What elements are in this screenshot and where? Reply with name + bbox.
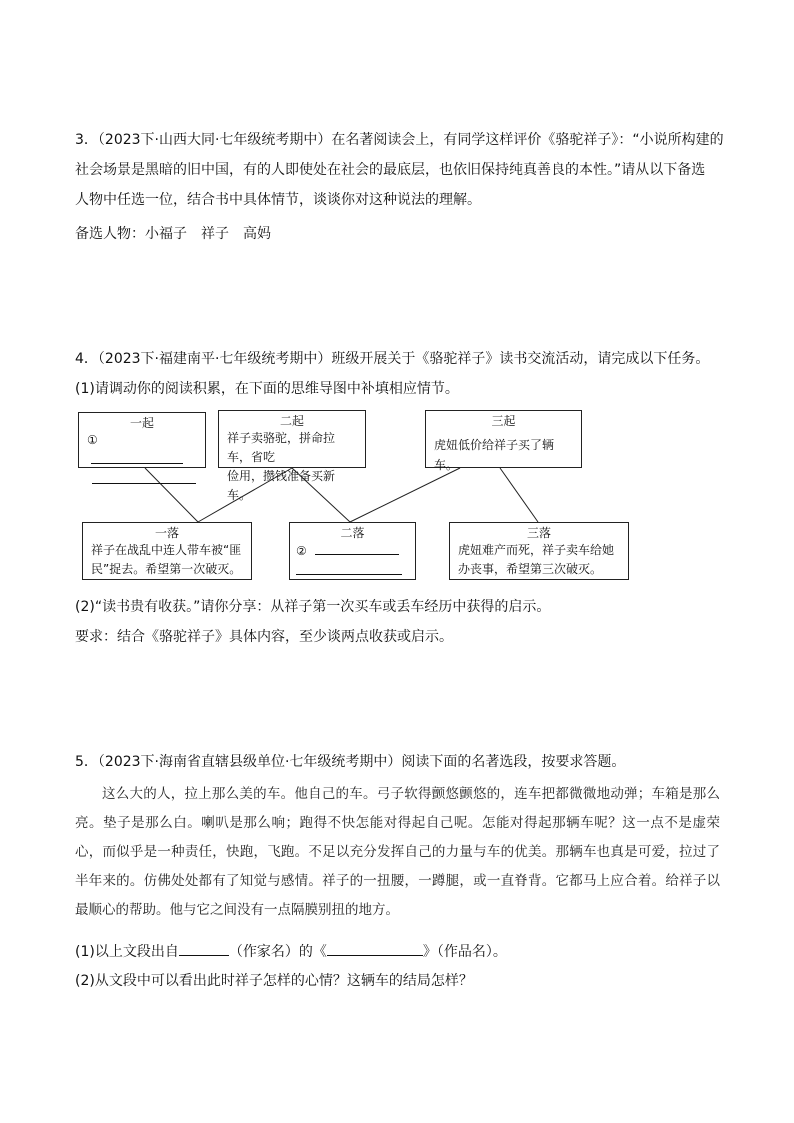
rise-1-marker: ① [87,433,98,447]
q5-question-1 [75,941,507,962]
q5-q1-author-hint: （作家名）的《 [228,944,327,960]
rise-2-text-1: 祥子卖骆驼，拼命拉车，省吃 [227,431,336,464]
mind-map-fall-3 [449,522,629,580]
q5-q1-suffix: 》（作品名）。 [422,944,507,960]
fall-2-blank-1[interactable] [315,541,399,555]
fall-3-text-1: 虎妞难产而死，祥子卖车给她 [458,543,615,557]
fall-2-blank-2[interactable] [296,561,402,575]
q5-passage [75,780,720,925]
q4-heading: 4．（2023下·福建南平·七年级统考期中）班级开展关于《骆驼祥子》读书交流活动，请完成以下任务。 [75,351,710,367]
rise-1-blank-1[interactable] [91,450,183,464]
rise-3-title: 三起 [491,414,516,428]
author-answer-blank[interactable] [179,941,229,956]
mind-map-rise-2 [218,410,366,502]
connector-fall2-rise3 [350,468,460,522]
fall-2-title: 二落 [340,526,365,540]
connector-rise3-fall3 [500,468,538,522]
q5-q1-prefix: (1)以上文段出自 [75,944,179,960]
q5-passage-text: 这么大的人，拉上那么美的车。他自己的车。弓子软得颤悠颤悠的，连车把都微微地动弹；车箱是那么亮。垫子是那么白。喇叭是那么响；跑得不快怎能对得起自己呢。怎能对得起那辆车呢？这一点不是虚荣心，而似乎是一种责任，快跑，飞跑。不足以充分发挥自己的力量与车的优美。那辆车也真是可爱，拉过了半年来的。仿佛处处都有了知觉与感情。祥子的一扭腰，一蹲腿，或一直脊背。它都马上应合着。给祥子以最顺心的帮助。他与它之间没有一点隔膜别扭的地方。 [75,786,720,918]
rise-2-title: 二起 [279,414,304,428]
fall-3-text-2: 办丧事，希望第三次破灭。 [458,562,603,576]
q5-heading: 5．（2023下·海南省直辖县级单位·七年级统考期中）阅读下面的名著选段，按要求答题。 [75,754,626,770]
mind-map-fall-1 [82,522,252,580]
fall-1-text-1: 祥子在战乱中连人带车被“匪 [91,543,242,557]
rise-2-text-2: 俭用，攒钱准备买新车。 [227,469,336,502]
work-answer-blank[interactable] [327,941,423,956]
q3-candidates: 备选人物：小福子 祥子 高妈 [75,226,271,242]
q3-line-1: 3．（2023下·山西大同·七年级统考期中）在名著阅读会上，有同学这样评价《骆驼祥子》：“小说所构建的 [75,132,724,148]
q4-requirement: 要求：结合《骆驼祥子》具体内容，至少谈两点收获或启示。 [75,629,453,645]
fall-1-text-2: 民”捉去。希望第一次破灭。 [91,562,242,576]
rise-1-title: 一起 [129,416,154,430]
mind-map-rise-3 [425,410,582,472]
q3-line-2: 社会场景是黑暗的旧中国，有的人即使处在社会的最底层，也依旧保持纯真善良的本性。”请从以下备选 [75,162,706,178]
q4-task-1: (1)请调动你的阅读积累，在下面的思维导图中补填相应情节。 [75,381,459,397]
rise-1-blank-2[interactable] [92,470,196,484]
mind-map-rise-1 [78,412,206,468]
fall-3-title: 三落 [526,526,551,540]
q5-question-2: (2)从文段中可以看出此时祥子怎样的心情？这辆车的结局怎样？ [75,973,473,989]
q4-task-2: (2)“读书贵有收获。”请你分享：从祥子第一次买车或丢车经历中获得的启示。 [75,599,551,615]
mind-map-fall-2 [289,522,416,580]
fall-1-title: 一落 [154,526,179,540]
q3-line-3: 人物中任选一位，结合书中具体情节，谈谈你对这种说法的理解。 [75,192,481,208]
rise-3-text-1: 虎妞低价给祥子买了辆车。 [434,438,555,472]
fall-2-marker: ② [296,544,307,558]
